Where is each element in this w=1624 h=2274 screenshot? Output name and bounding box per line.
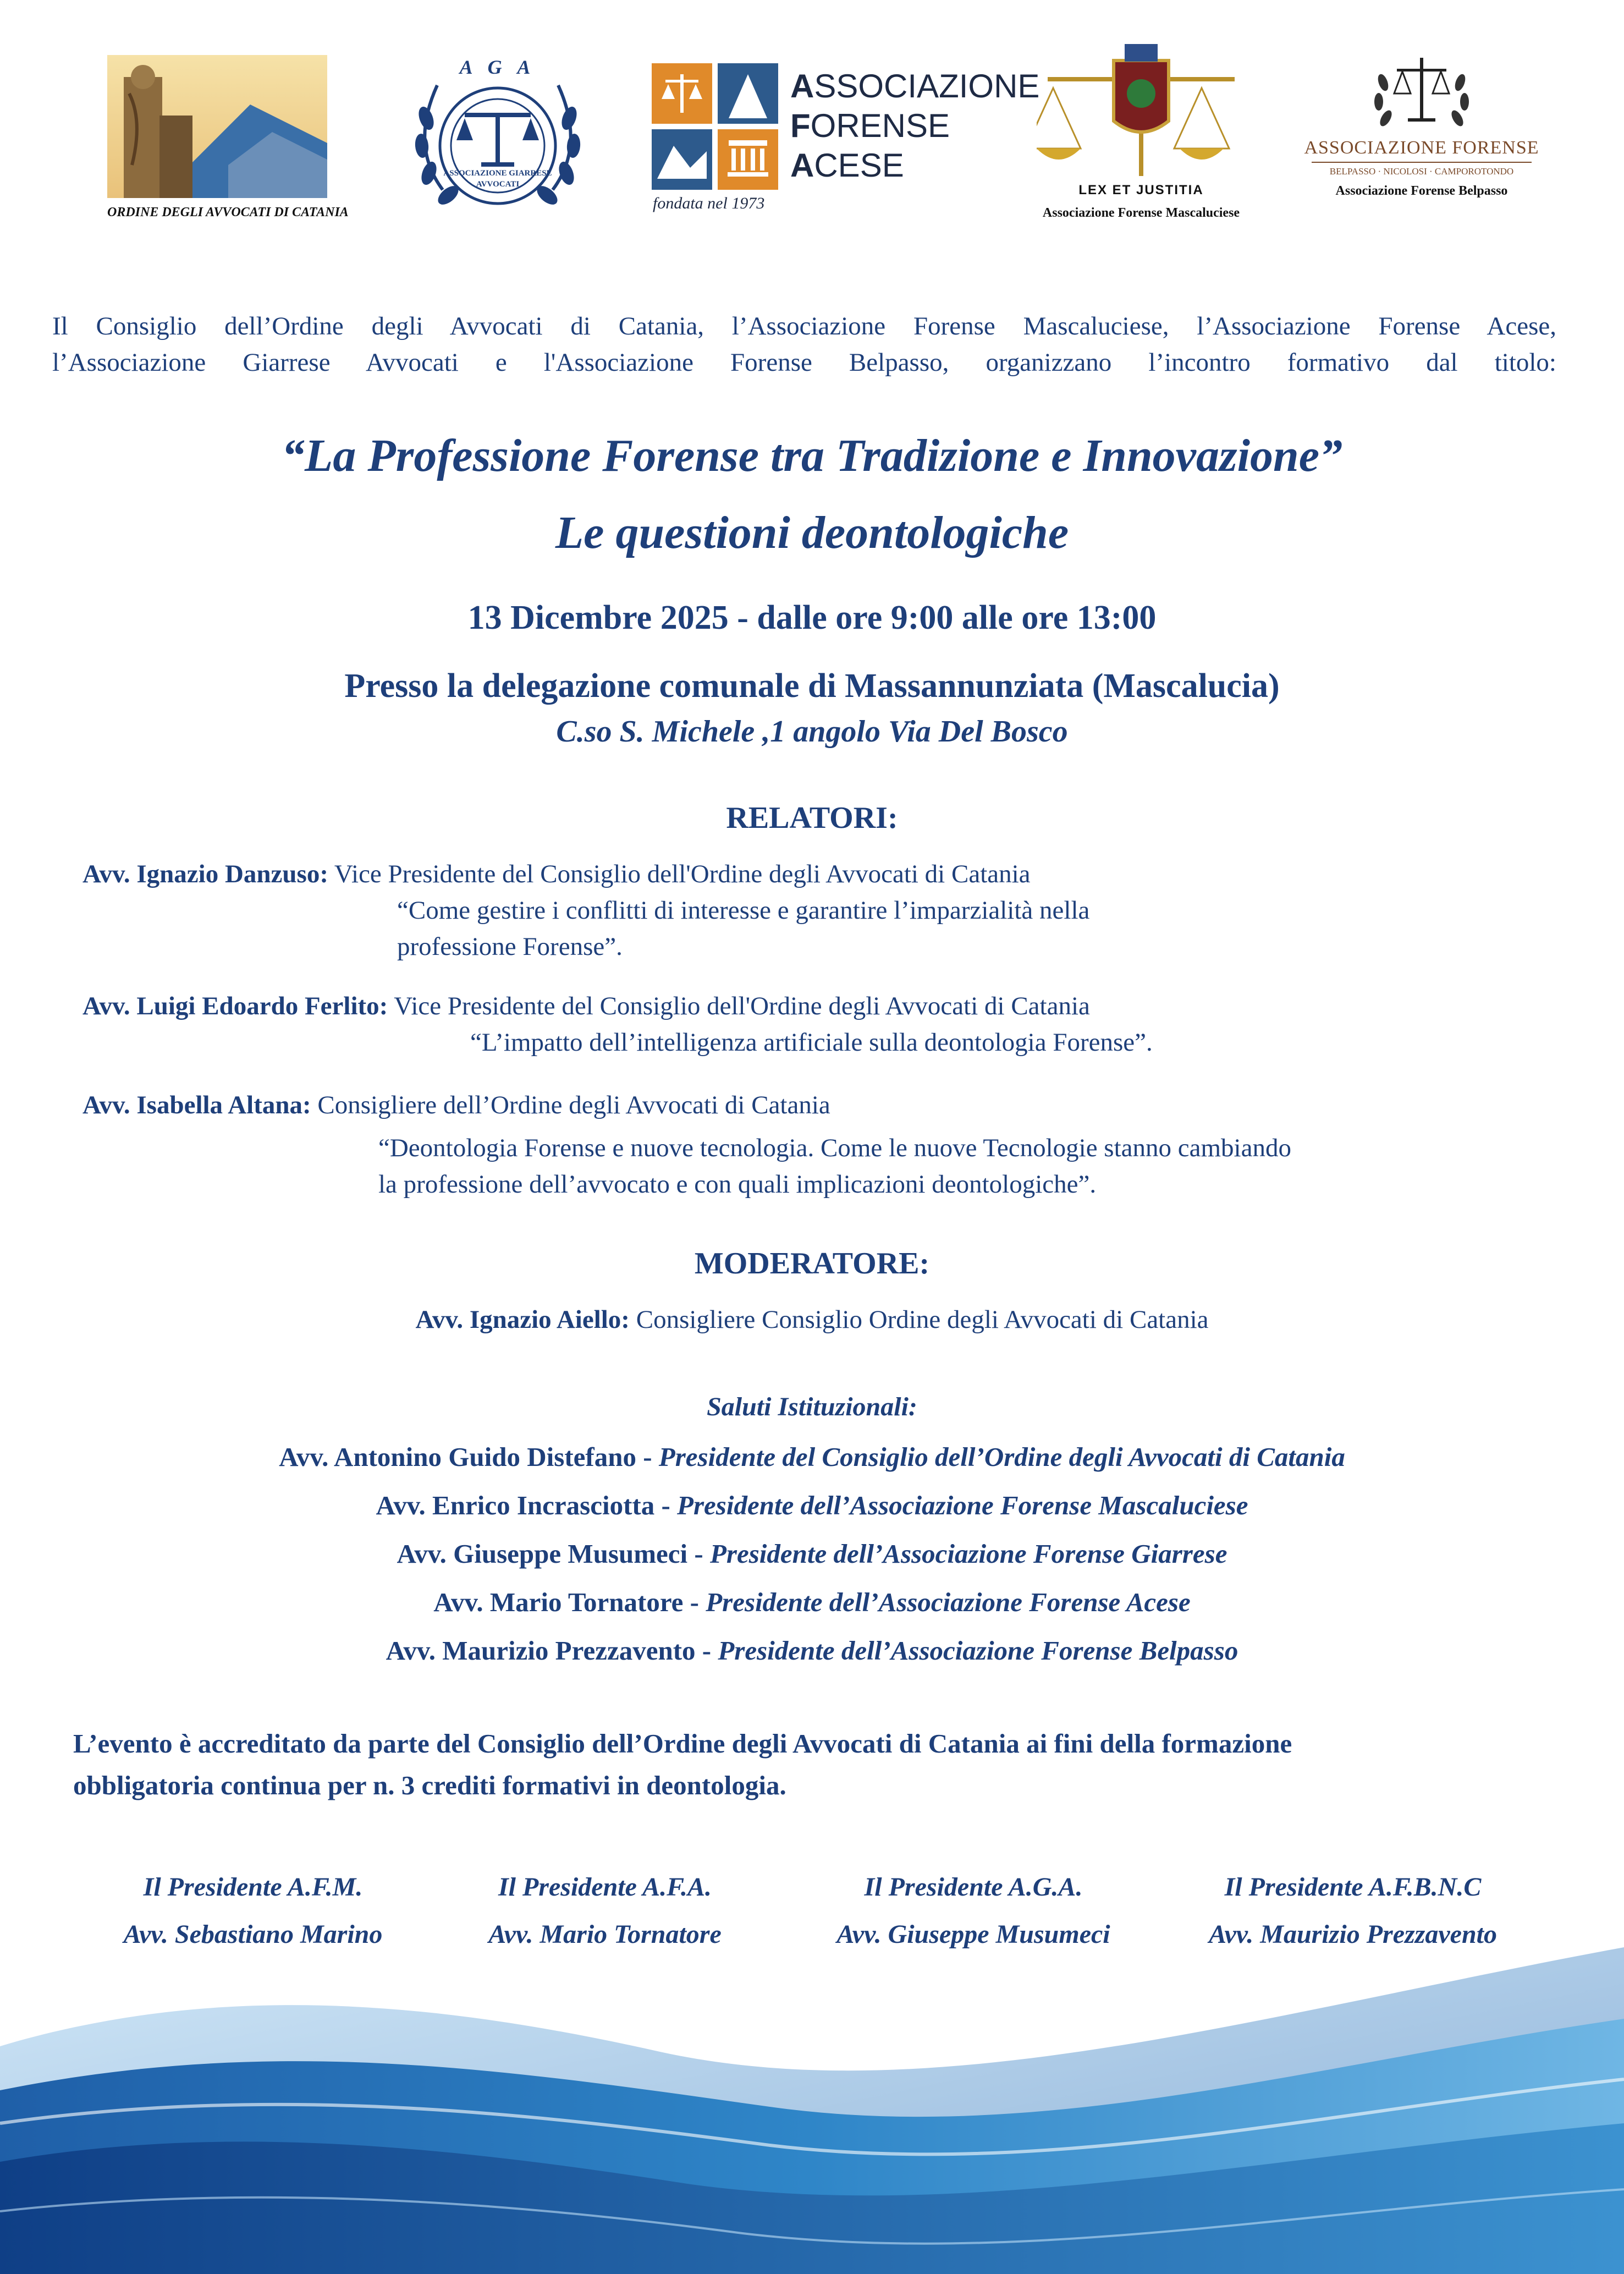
aga-ring-text: A G A [459,56,536,78]
event-date: 13 Dicembre 2025 - dalle ore 9:00 alle ore 13:00 [467,599,1157,636]
signature-name: Avv. Sebastiano Marino [123,1920,383,1949]
relatore-1-topic-line-2: professione Forense”. [397,932,623,961]
intro-paragraph [52,308,1556,381]
saluti-heading: Saluti Istituzionali: [707,1392,917,1421]
signature-title: Il Presidente A.G.A. [864,1872,1083,1902]
moderatore-name: Avv. Ignazio Aiello: [415,1305,630,1334]
afa-line2: FORENSE [790,107,950,144]
logo-associazione-forense-mascaluciese [1015,39,1268,221]
relatore-role: Consigliere dell’Ordine degli Avvocati di Catania [317,1091,830,1119]
saluto-4: Avv. Mario Tornatore - Presidente dell’Associazione Forense Acese [433,1587,1191,1617]
relatore-3-topic-line-1: “Deontologia Forense e nuove tecnologia. Come le nuove Tecnologie stanno cambiando [378,1134,1291,1162]
relatore-2 [82,988,1090,1024]
saluto-1: Avv. Antonino Guido Distefano - Presidente del Consiglio dell’Ordine degli Avvocati di Catania [279,1442,1345,1472]
event-address: C.so S. Michele ,1 angolo Via Del Bosco [556,715,1068,749]
relatore-name: Avv. Ignazio Danzuso: [82,860,328,888]
relatore-3-topic-line-2: la professione dell’avvocato e con quali implicazioni deontologiche”. [378,1170,1097,1199]
mascalucia-motto: LEX ET JUSTITIA [1078,183,1204,197]
signature-title: Il Presidente A.F.M. [143,1872,363,1902]
catania-etna-painting [107,55,327,198]
event-venue: Presso la delegazione comunale di Massannunziata (Mascalucia) [344,667,1280,705]
moderatore-role: Consigliere Consiglio Ordine degli Avvocati di Catania [636,1305,1209,1334]
afa-tagline: fondata nel 1973 [653,194,765,212]
signature-title: Il Presidente A.F.B.N.C [1224,1872,1482,1902]
relatore-1-topic-line-1: “Come gestire i conflitti di interesse e garantire l’imparzialità nella [397,896,1090,925]
belpasso-title: ASSOCIAZIONE FORENSE [1304,138,1539,158]
belpasso-caption: Associazione Forense Belpasso [1335,184,1508,198]
belpasso-subtitle: BELPASSO · NICOLOSI · CAMPOROTONDO [1329,166,1514,177]
afa-line3: ACESE [790,147,904,184]
signature-aga [786,1864,1160,1958]
saluto-3: Avv. Giuseppe Musumeci - Presidente dell’Associazione Forense Giarrese [397,1539,1227,1569]
signature-name: Avv. Maurizio Prezzavento [1209,1920,1497,1949]
relatori-heading: RELATORI: [726,801,898,835]
intro-line-1: Il Consiglio dell’Ordine degli Avvocati di Catania, l’Associazione Forense Mascaluciese, l’Associazione Forense Acese, [52,312,1556,340]
signature-title: Il Presidente A.F.A. [498,1872,712,1902]
intro-line-2: l’Associazione Giarrese Avvocati e l'Associazione Forense Belpasso, organizzano l’incontro formativo dal titolo: [52,348,1556,377]
logo-associazione-forense-belpasso [1279,50,1565,199]
signature-afa [429,1864,781,1958]
relatore-2-topic-line-1: “L’impatto dell’intelligenza artificiale sulla deontologia Forense”. [470,1028,1153,1057]
relatore-1 [82,856,1031,892]
logo-associazione-giarrese-avvocati [404,52,591,231]
relatore-role: Vice Presidente del Consiglio dell'Ordine degli Avvocati di Catania [334,860,1031,888]
catania-caption: ORDINE DEGLI AVVOCATI DI CATANIA [107,205,349,219]
relatore-name: Avv. Isabella Altana: [82,1091,311,1119]
event-subtitle: Le questioni deontologiche [555,507,1069,558]
saluto-5: Avv. Maurizio Prezzavento - Presidente dell’Associazione Forense Belpasso [386,1635,1238,1666]
relatore-3 [82,1087,830,1123]
saluto-2: Avv. Enrico Incrasciotta - Presidente dell’Associazione Forense Mascaluciese [376,1490,1248,1520]
signature-name: Avv. Giuseppe Musumeci [836,1920,1110,1949]
aga-inner-bottom: AVVOCATI [476,180,520,189]
accreditation-note [73,1723,1292,1806]
accreditation-line-1: L’evento è accreditato da parte del Consiglio dell’Ordine degli Avvocati di Catania ai fini della formazione [73,1728,1292,1759]
logo-ordine-avvocati-catania [107,55,349,220]
signature-name: Avv. Mario Tornatore [488,1920,722,1949]
signature-afbnc [1160,1864,1545,1958]
relatore-role: Vice Presidente del Consiglio dell'Ordine degli Avvocati di Catania [394,992,1090,1020]
event-title: “La Professione Forense tra Tradizione e Innovazione” [282,430,1342,481]
moderatore-heading: MODERATORE: [694,1246,930,1281]
signature-afm [77,1864,429,1958]
blue-wave-decoration [0,1925,1624,2274]
moderatore-line [0,1301,1624,1338]
relatore-name: Avv. Luigi Edoardo Ferlito: [82,992,388,1020]
accreditation-line-2: obbligatoria continua per n. 3 crediti formativi in deontologia. [73,1770,786,1800]
mascalucia-caption: Associazione Forense Mascaluciese [1042,206,1240,220]
afa-line1: ASSOCIAZIONE [790,68,1040,105]
aga-inner-top: ASSOCIAZIONE GIARRESE [443,169,552,178]
